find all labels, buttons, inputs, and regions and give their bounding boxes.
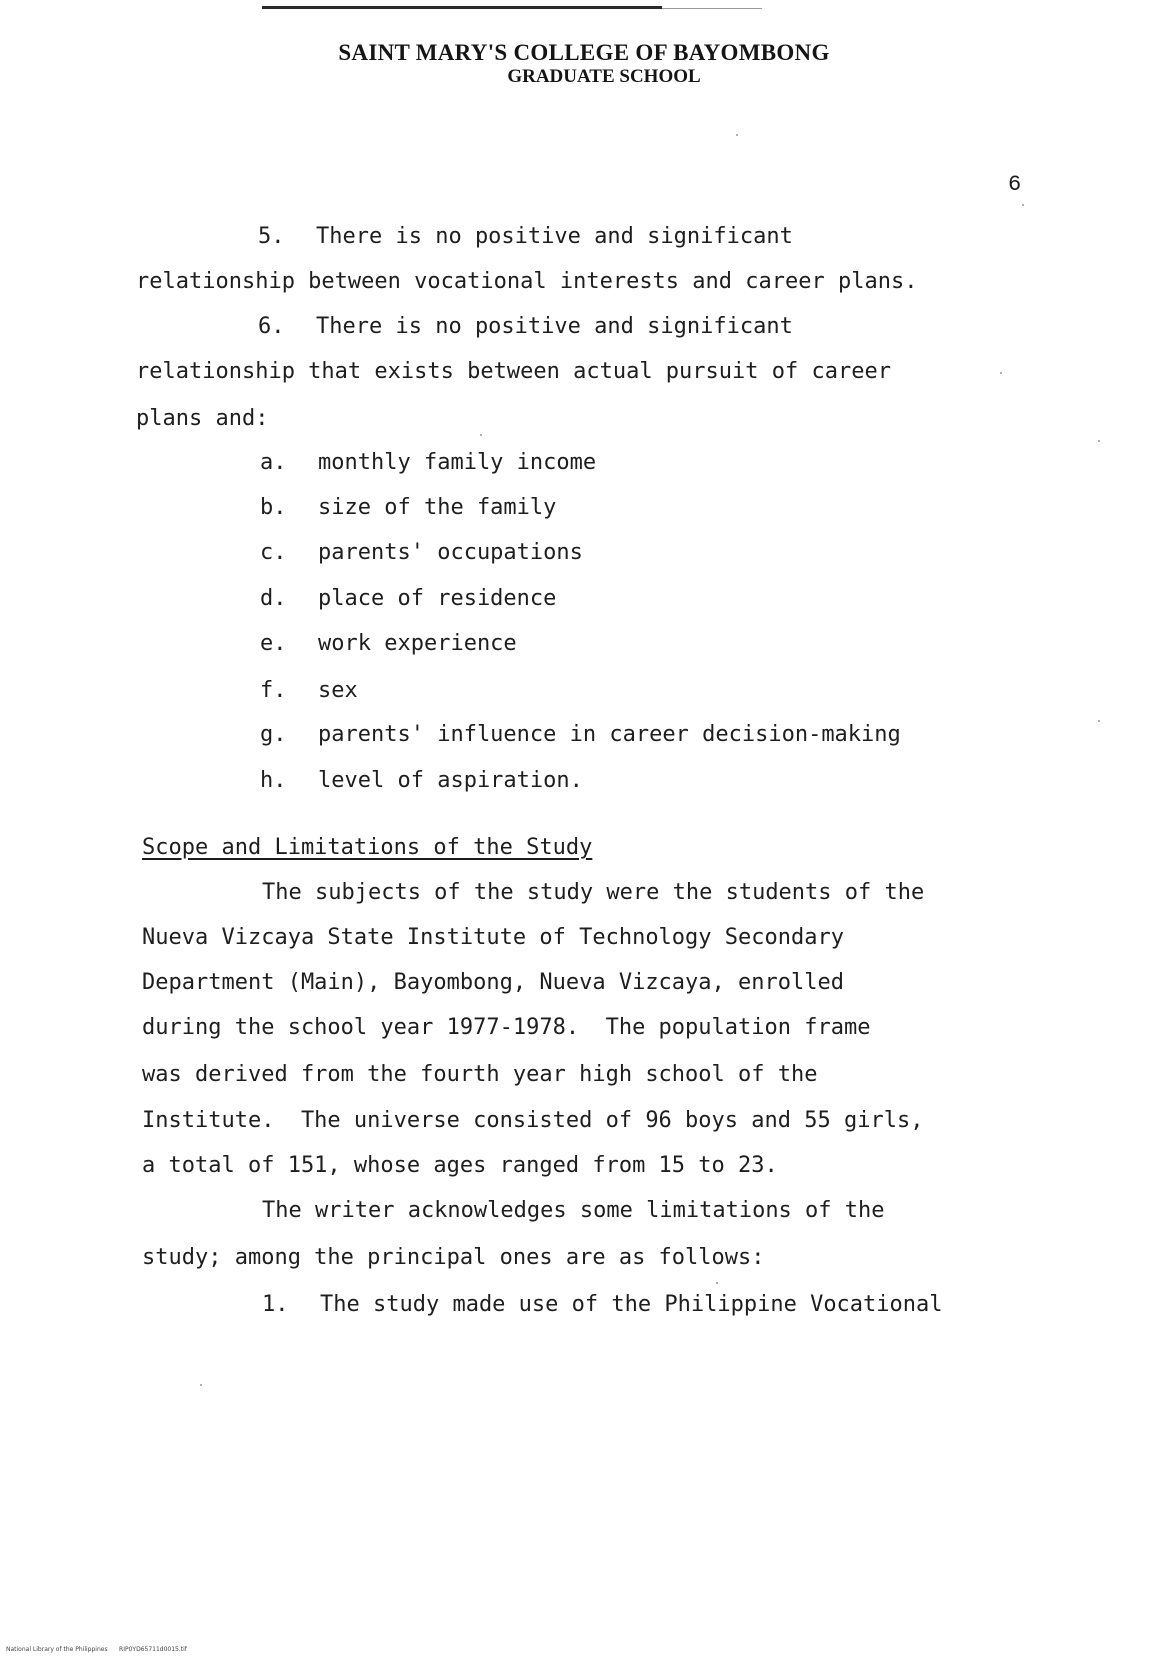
limitation-text: The study made use of the Philippine Vocational <box>320 1292 943 1317</box>
scope-para1-line: was derived from the fourth year high school of the <box>142 1062 818 1087</box>
list-text: place of residence <box>318 586 557 611</box>
scan-speck <box>1098 440 1100 442</box>
footer-library: National Library of the Philippines <box>6 1646 108 1653</box>
hypothesis-6-text: There is no positive and significant <box>316 314 793 339</box>
limitation-item <box>262 1292 943 1318</box>
list-item <box>260 540 583 566</box>
limitation-number: 1. <box>262 1292 289 1317</box>
school-subtitle: GRADUATE SCHOOL <box>507 66 701 87</box>
list-marker: b. <box>260 495 287 520</box>
top-rule-thin <box>662 8 762 9</box>
scan-speck <box>736 134 738 136</box>
hypothesis-5-number: 5. <box>258 224 285 249</box>
institution-title: SAINT MARY'S COLLEGE OF BAYOMBONG <box>338 40 830 65</box>
footer-file: RIP0YD65711d0015.tif <box>119 1646 187 1653</box>
scope-para1-line: Nueva Vizcaya State Institute of Technology Secondary <box>142 925 844 950</box>
list-item <box>260 722 901 748</box>
list-item <box>260 450 596 476</box>
page-number: 6 <box>1008 172 1022 197</box>
scan-speck <box>716 1282 718 1284</box>
list-text: work experience <box>318 631 517 656</box>
scope-para2-line: The writer acknowledges some limitations of the <box>262 1198 885 1223</box>
hypothesis-6-number: 6. <box>258 314 285 339</box>
list-text: parents' occupations <box>318 540 583 565</box>
scope-para1-line: Institute. The universe consisted of 96 boys and 55 girls, <box>142 1108 924 1133</box>
hypothesis-6-line1 <box>258 314 793 340</box>
list-marker: h. <box>260 768 287 793</box>
list-item <box>260 768 583 794</box>
list-marker: f. <box>260 678 287 703</box>
footer-stamp <box>6 1646 187 1653</box>
list-text: sex <box>318 678 358 703</box>
list-text: level of aspiration. <box>318 768 583 793</box>
scan-speck <box>480 434 482 436</box>
list-marker: g. <box>260 722 287 747</box>
hypothesis-5-text: There is no positive and significant <box>316 224 793 249</box>
list-item <box>260 495 556 521</box>
list-item <box>260 678 358 704</box>
top-rule <box>262 6 662 9</box>
hypothesis-5-line1 <box>258 224 793 250</box>
scan-speck <box>1098 720 1100 722</box>
scan-speck <box>200 1384 202 1386</box>
list-marker: c. <box>260 540 287 565</box>
list-marker: d. <box>260 586 287 611</box>
hypothesis-6-line2: relationship that exists between actual pursuit of career <box>136 359 891 384</box>
hypothesis-5-line2: relationship between vocational interests and career plans. <box>136 269 918 294</box>
scope-para1-line: The subjects of the study were the students of the <box>262 880 925 905</box>
scope-para1-line: Department (Main), Bayombong, Nueva Vizcaya, enrolled <box>142 970 844 995</box>
list-item <box>260 586 556 612</box>
scope-para1-line: a total of 151, whose ages ranged from 15 to 23. <box>142 1153 778 1178</box>
list-marker: e. <box>260 631 287 656</box>
list-text: size of the family <box>318 495 557 520</box>
section-heading-scope: Scope and Limitations of the Study <box>142 835 593 860</box>
scan-speck <box>1022 204 1024 206</box>
hypothesis-6-line3: plans and: <box>136 406 269 431</box>
scope-para1-line: during the school year 1977-1978. The population frame <box>142 1015 871 1040</box>
list-text: parents' influence in career decision-making <box>318 722 901 747</box>
scope-para2-line: study; among the principal ones are as follows: <box>142 1245 765 1270</box>
list-marker: a. <box>260 450 287 475</box>
scan-speck <box>1000 372 1002 374</box>
list-text: monthly family income <box>318 450 597 475</box>
list-item <box>260 631 517 657</box>
